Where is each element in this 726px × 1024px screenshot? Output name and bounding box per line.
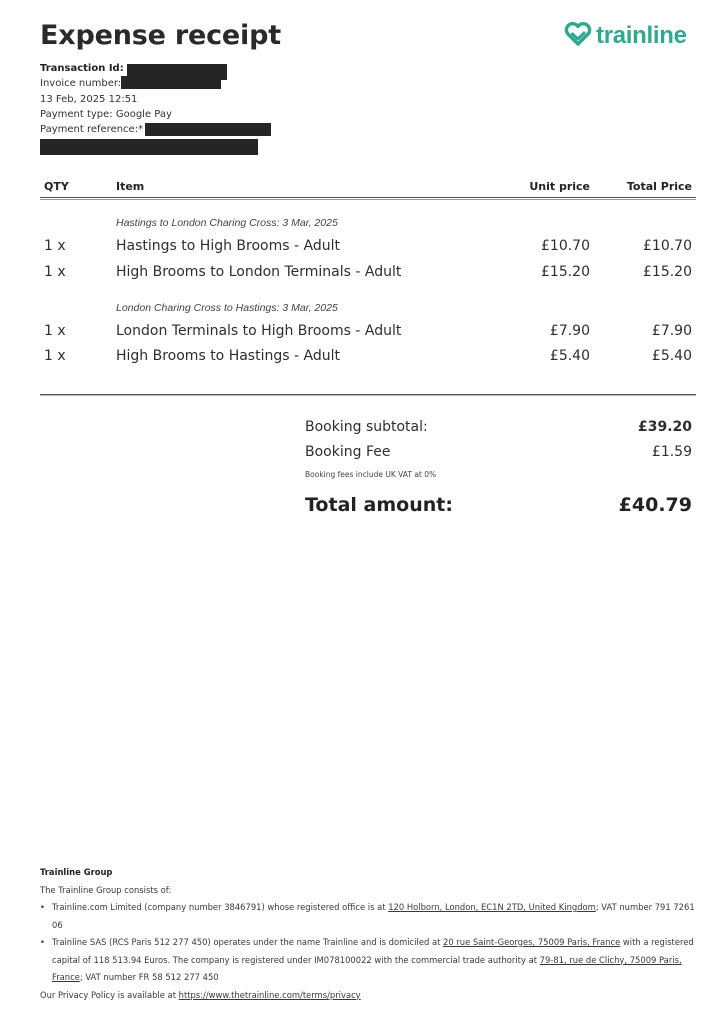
total-label: Total amount: <box>305 494 453 516</box>
table-row <box>40 238 696 258</box>
privacy-line <box>40 987 700 1005</box>
unit-price-cell: £5.40 <box>549 348 590 364</box>
total-price-cell: £10.70 <box>643 238 692 254</box>
table-row <box>40 264 696 284</box>
items-table-header <box>40 179 696 199</box>
qty-cell: 1 x <box>44 238 66 254</box>
booking-fee-value: £1.59 <box>651 444 692 460</box>
invoice-number-label: Invoice number: <box>40 78 122 90</box>
item-cell: High Brooms to London Terminals - Adult <box>116 264 402 280</box>
booking-fee-label: Booking Fee <box>305 444 391 460</box>
qty-cell: 1 x <box>44 348 66 364</box>
total-price-cell: £5.40 <box>651 348 692 364</box>
brand-name: trainline <box>596 22 687 49</box>
trainline-logo <box>564 22 687 50</box>
transaction-id-label: Transaction Id: <box>40 63 124 74</box>
holborn-address-link[interactable]: 120 Holborn, London, EC1N 2TD, United Kingdom <box>388 902 596 912</box>
heart-logo-icon <box>564 22 592 50</box>
unit-price-header: Unit price <box>529 180 590 193</box>
entity-trainline-com <box>40 899 700 934</box>
transaction-datetime: 13 Feb, 2025 12:51 <box>40 93 138 105</box>
unit-price-cell: £10.70 <box>541 238 590 254</box>
footer-intro: The Trainline Group consists of: <box>40 884 172 895</box>
qty-cell: 1 x <box>44 264 66 280</box>
vat-note: Booking fees include UK VAT at 0% <box>305 470 437 479</box>
table-end-divider <box>40 394 696 396</box>
page-title: Expense receipt <box>40 20 281 51</box>
item-cell: London Terminals to High Brooms - Adult <box>116 323 402 339</box>
subtotal-label: Booking subtotal: <box>305 419 428 435</box>
journey-title: Hastings to London Charing Cross: 3 Mar, 2025 <box>116 217 338 229</box>
entity-trainline-sas <box>40 934 700 987</box>
payment-reference-label: Payment reference: <box>40 124 139 136</box>
clichy-address-link[interactable]: 79-81, rue de Clichy, 75009 Paris, France <box>52 954 682 982</box>
item-cell: Hastings to High Brooms - Adult <box>116 238 340 254</box>
transaction-meta <box>40 61 271 153</box>
entity-text: ; VAT number FR 58 512 277 450 <box>79 972 219 982</box>
redacted-invoice-number <box>121 76 221 89</box>
payment-reference-prefix: * <box>138 124 144 136</box>
entity-text: Trainline.com Limited (company number 3846791) whose registered office is at <box>52 902 389 912</box>
journey-title: London Charing Cross to Hastings: 3 Mar, 2025 <box>116 302 338 314</box>
total-price-cell: £15.20 <box>643 264 692 280</box>
privacy-text: Our Privacy Policy is available at <box>40 989 179 1000</box>
redacted-payment-reference <box>145 123 271 136</box>
entity-text: ; VAT number 791 7261 06 <box>52 902 695 930</box>
payment-type: Payment type: Google Pay <box>40 108 172 120</box>
qty-header: QTY <box>44 180 69 193</box>
redacted-extra-line <box>40 139 258 155</box>
saint-georges-address-link[interactable]: 20 rue Saint-Georges, 75009 Paris, France <box>443 937 621 947</box>
item-header: Item <box>116 180 145 193</box>
subtotal-value: £39.20 <box>637 419 692 435</box>
header-divider <box>40 197 696 200</box>
table-row <box>40 348 696 368</box>
entity-text: Trainline SAS (RCS Paris 512 277 450) operates under the name Trainline and is domiciled at <box>52 937 444 947</box>
legal-footer <box>40 864 700 1004</box>
entity-text: with a registered capital of 118 513.94 Euros. The company is registered under IM078100022 with the commercial trade authority at <box>52 937 694 965</box>
total-value: £40.79 <box>618 494 692 516</box>
entity-list <box>40 899 700 987</box>
table-row <box>40 323 696 343</box>
total-price-header: Total Price <box>626 180 692 193</box>
footer-heading: Trainline Group <box>40 867 113 877</box>
qty-cell: 1 x <box>44 323 66 339</box>
item-cell: High Brooms to Hastings - Adult <box>116 348 340 364</box>
unit-price-cell: £7.90 <box>549 323 590 339</box>
total-price-cell: £7.90 <box>651 323 692 339</box>
privacy-policy-link[interactable]: https://www.thetrainline.com/terms/privacy <box>178 989 361 1000</box>
unit-price-cell: £15.20 <box>541 264 590 280</box>
